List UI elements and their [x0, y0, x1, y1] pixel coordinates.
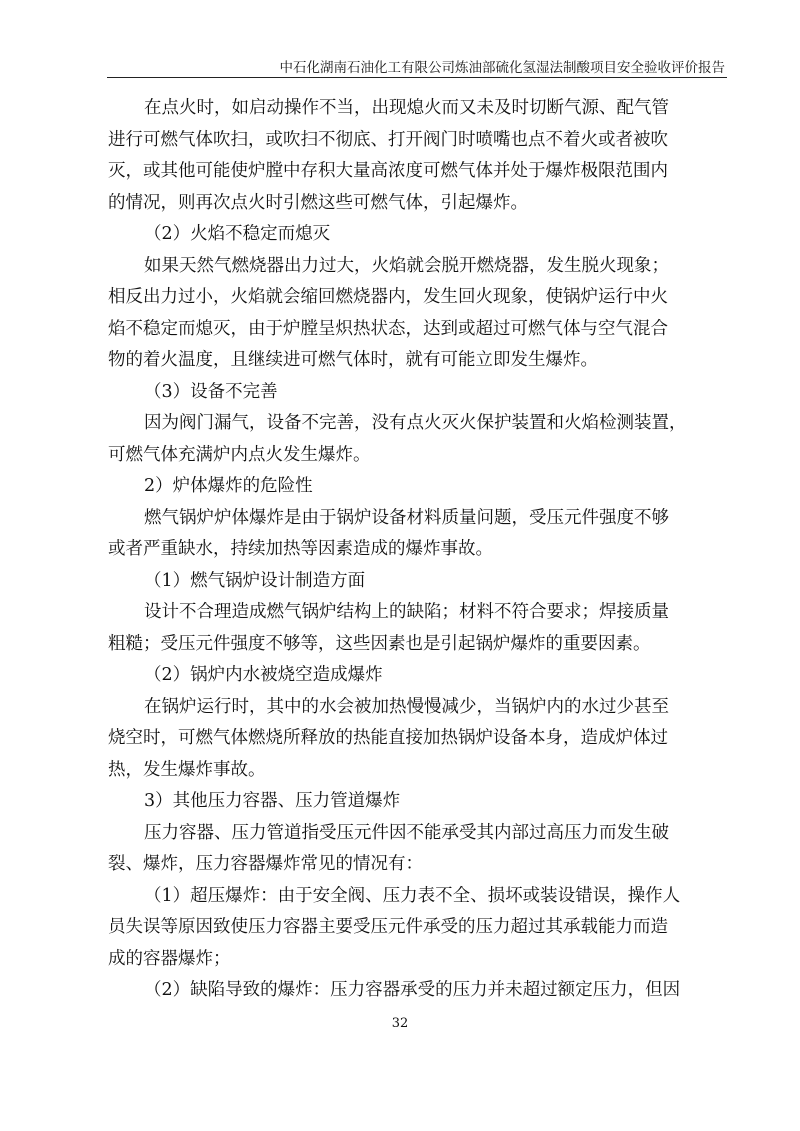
- text-line: （2）缺陷导致的爆炸：压力容器承受的压力并未超过额定压力，但因: [144, 980, 681, 1000]
- text-line: 进行可燃气体吹扫，或吹扫不彻底、打开阀门时喷嘴也点不着火或者被吹: [108, 129, 668, 150]
- text-line: 因为阀门漏气，设备不完善，没有点火灭火保护装置和火焰检测装置，: [144, 413, 687, 433]
- text-line: 员失误等原因致使压力容器主要受压元件承受的压力超过其承载能力而造: [108, 917, 668, 937]
- text-line: 热，发生爆炸事故。: [108, 759, 266, 780]
- text-line: （2）火焰不稳定而熄灭: [144, 224, 331, 244]
- text-line: 如果天然气燃烧器出力过大，火焰就会脱开燃烧器，发生脱火现象；: [144, 255, 669, 276]
- text-line: 裂、爆炸，压力容器爆炸常见的情况有：: [108, 854, 423, 874]
- page-header: 中石化湖南石油化工有限公司炼油部硫化氢湿法制酸项目安全验收评价报告: [279, 60, 725, 76]
- text-line: 燃气锅炉炉体爆炸是由于锅炉设备材料质量问题，受压元件强度不够: [144, 507, 669, 528]
- text-line: 可燃气体充满炉内点火发生爆炸。: [108, 444, 371, 465]
- text-line: （1）燃气锅炉设计制造方面: [144, 570, 366, 591]
- text-line: 灭，或其他可能使炉膛中存积大量高浓度可燃气体并处于爆炸极限范围内: [108, 161, 668, 181]
- page-number: 32: [391, 1016, 409, 1031]
- text-line: 3）其他压力容器、压力管道爆炸: [144, 791, 401, 811]
- text-line: （3）设备不完善: [144, 381, 278, 402]
- text-line: 的情况，则再次点火时引燃这些可燃气体，引起爆炸。: [108, 192, 528, 213]
- text-line: 成的容器爆炸；: [108, 948, 231, 969]
- document-body: [108, 93, 748, 1007]
- text-line: 在锅炉运行时，其中的水会被加热慢慢减少，当锅炉内的水过少甚至: [144, 696, 669, 717]
- text-line: 压力容器、压力管道指受压元件因不能承受其内部过高压力而发生破: [144, 822, 669, 843]
- text-line: 相反出力过小，火焰就会缩回燃烧器内，发生回火现象，使锅炉运行中火: [108, 287, 668, 307]
- text-line: 烧空时，可燃气体燃烧所释放的热能直接加热锅炉设备本身，造成炉体过: [108, 728, 668, 748]
- text-line: 粗糙；受压元件强度不够等，这些因素也是引起锅炉爆炸的重要因素。: [108, 633, 651, 654]
- text-line: 或者严重缺水，持续加热等因素造成的爆炸事故。: [108, 539, 493, 559]
- text-line: 2）炉体爆炸的危险性: [144, 476, 313, 496]
- text-line: 焰不稳定而熄灭，由于炉膛呈炽热状态，达到或超过可燃气体与空气混合: [108, 318, 668, 339]
- text-line: 设计不合理造成燃气锅炉结构上的缺陷；材料不符合要求；焊接质量: [144, 602, 669, 622]
- text-line: （1）超压爆炸：由于安全阀、压力表不全、损坏或装设错误，操作人: [144, 885, 681, 906]
- text-line: 物的着火温度，且继续进可燃气体时，就有可能立即发生爆炸。: [108, 350, 598, 370]
- header-rule: [107, 77, 727, 78]
- text-line: 在点火时，如启动操作不当，出现熄火而又未及时切断气源、配气管: [144, 98, 669, 118]
- text-line: （2）锅炉内水被烧空造成爆炸: [144, 665, 383, 685]
